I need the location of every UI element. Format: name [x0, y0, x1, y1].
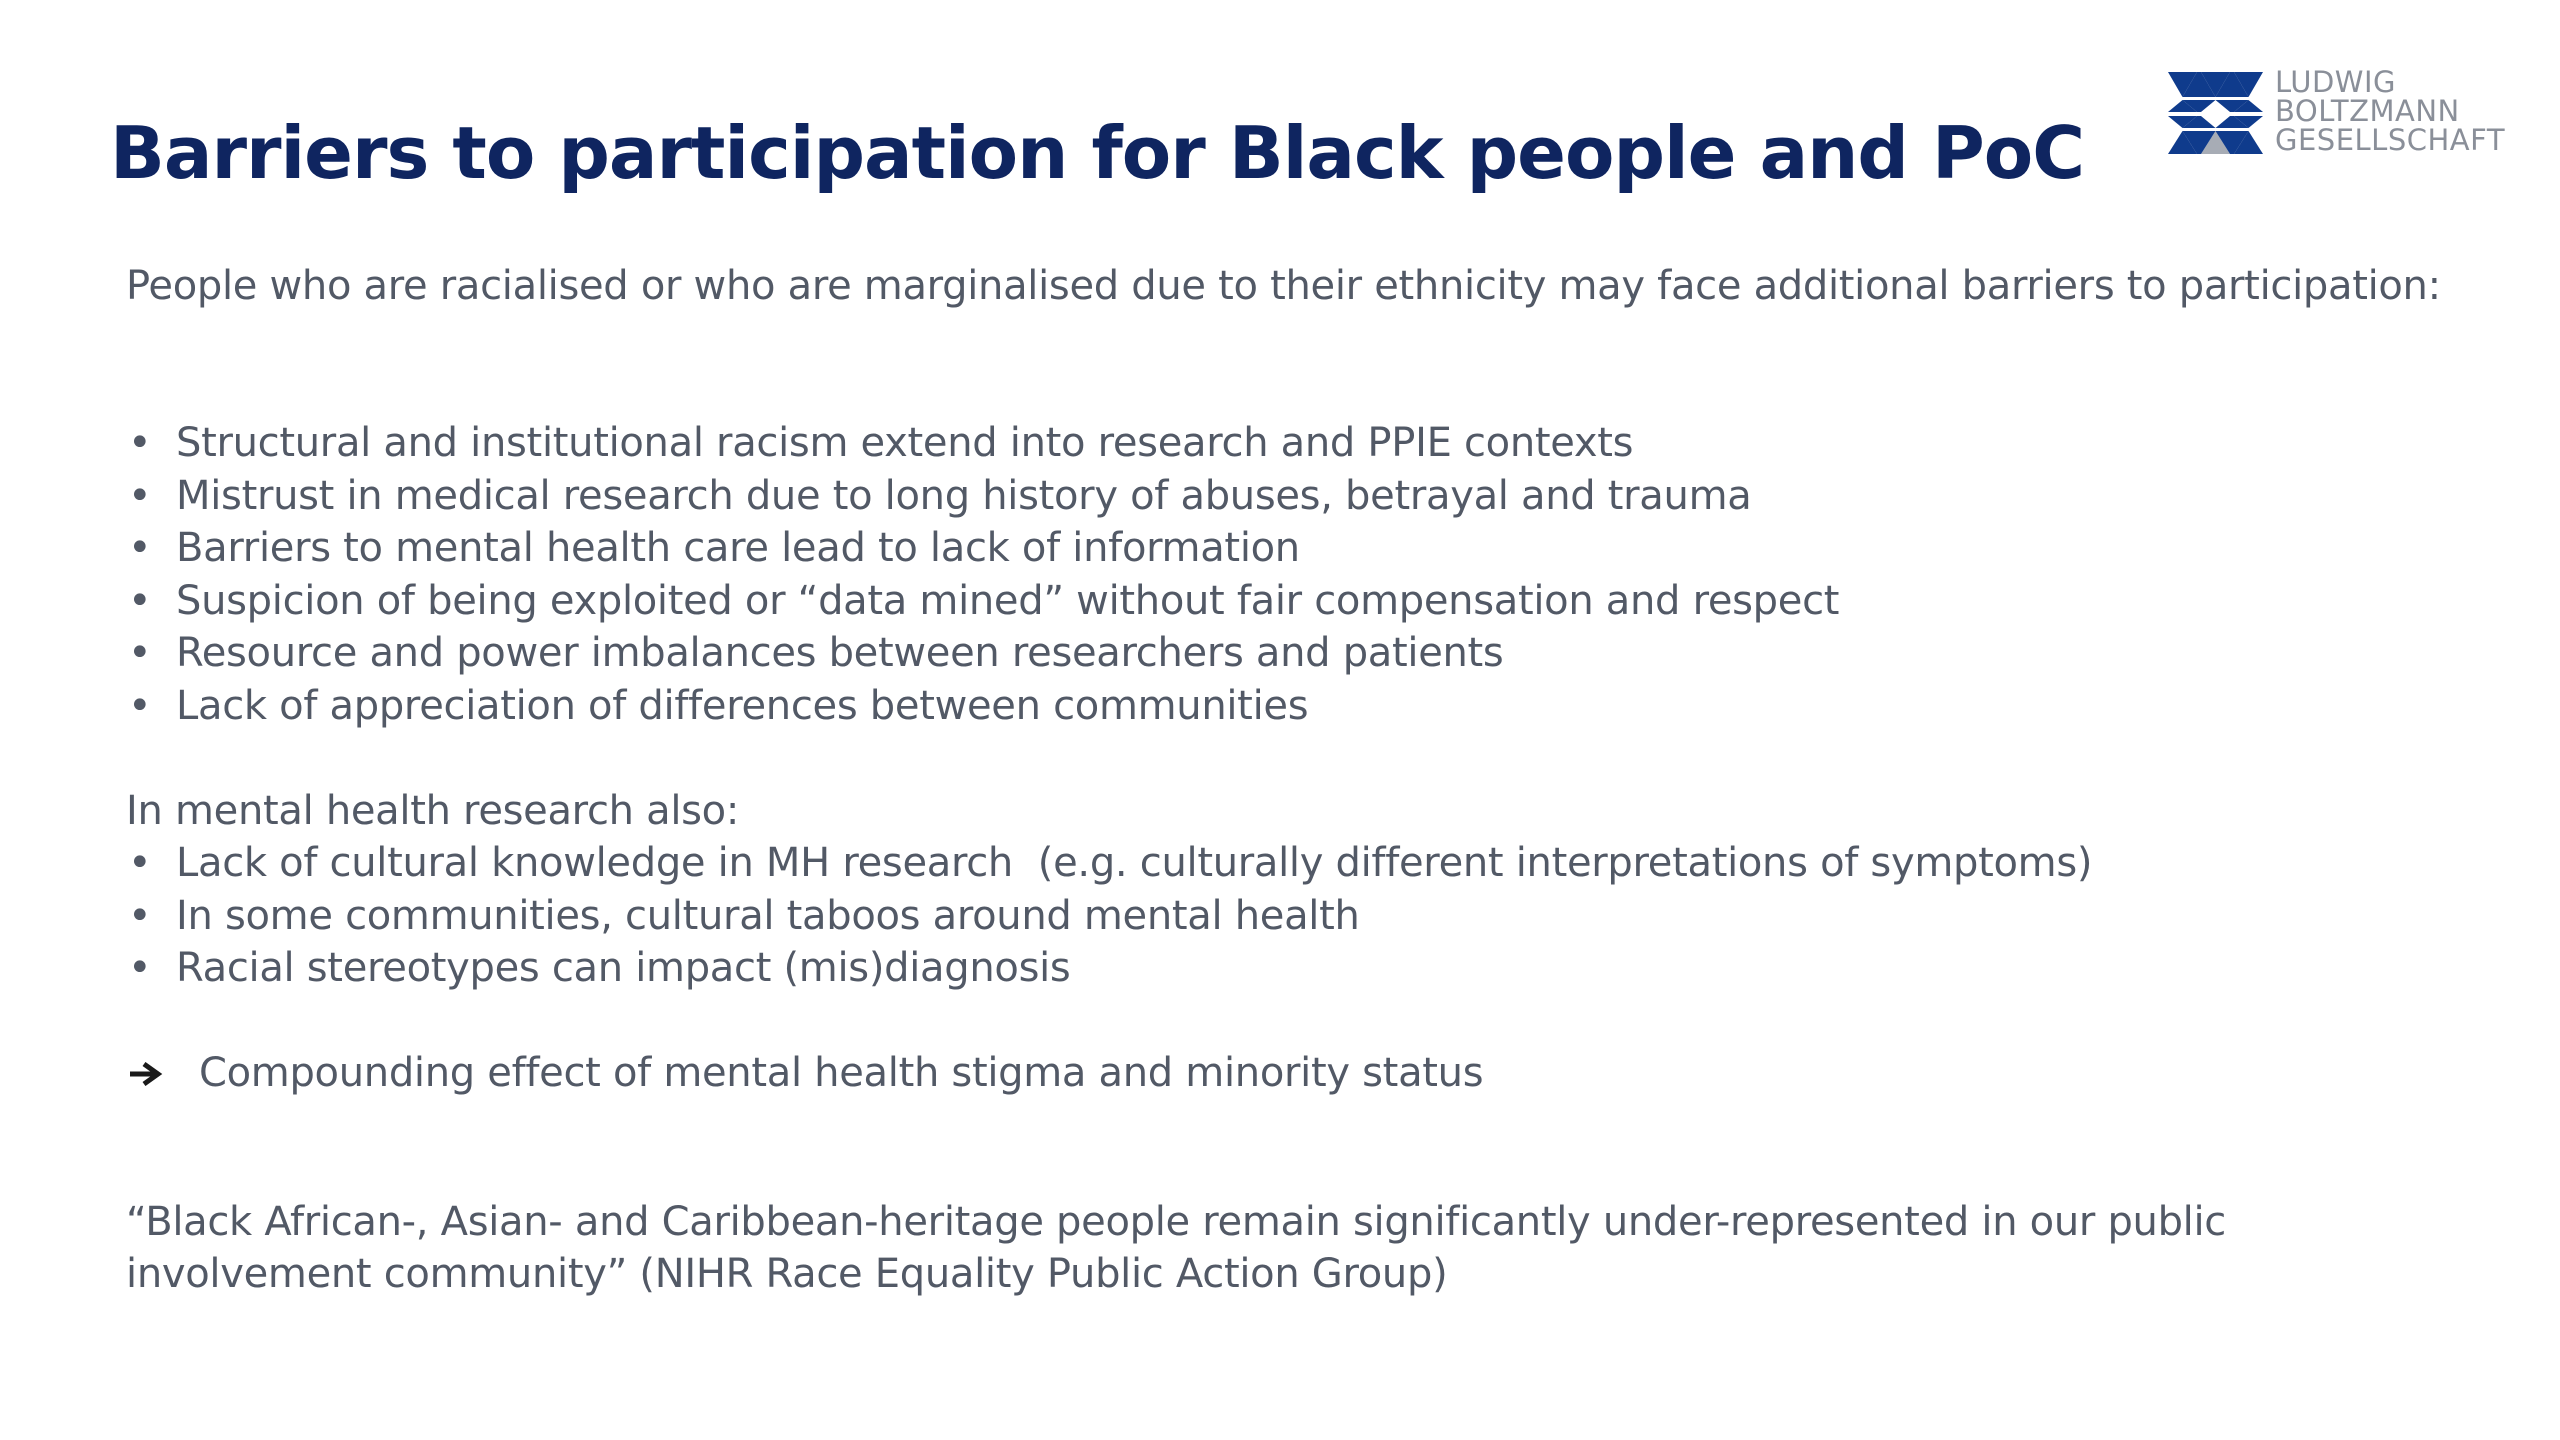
list-item-text: Mistrust in medical research due to long history of abuses, betrayal and trauma [176, 472, 1752, 519]
list-item-text: Lack of cultural knowledge in MH research (e.g. culturally different interpretations of symptoms) [176, 840, 2093, 886]
bullet-icon: • [128, 472, 152, 519]
logo-wordmark [2275, 65, 2506, 157]
list-item-text: Racial stereotypes can impact (mis)diagnosis [176, 945, 1071, 991]
bullet-icon: • [128, 945, 152, 991]
intro-text: People who are racialised or who are marginalised due to their ethnicity may face additional barriers to participation: [126, 263, 2441, 309]
logo-line: LUDWIG [2275, 65, 2396, 99]
quote-line: “Black African-, Asian- and Caribbean-heritage people remain significantly under-represented in our public [126, 1198, 2226, 1245]
slide-title: Barriers to participation for Black people and PoC [110, 111, 2085, 195]
conclusion-text: Compounding effect of mental health stigma and minority status [199, 1050, 1484, 1096]
logo-line: BOLTZMANN [2275, 94, 2460, 128]
barriers-list [126, 417, 2466, 732]
bullet-icon: • [128, 420, 152, 466]
list-item [126, 417, 2466, 470]
bullet-icon: • [128, 682, 152, 729]
bullet-icon: • [128, 525, 152, 571]
bullet-icon: • [128, 630, 152, 676]
list-item-text: In some communities, cultural taboos around mental health [176, 892, 1360, 939]
conclusion [126, 1047, 2466, 1100]
list-item-text: Barriers to mental health care lead to lack of information [176, 525, 1300, 571]
list-item [126, 837, 2466, 890]
list-item [126, 942, 2466, 995]
bullet-icon: • [128, 892, 152, 939]
list-item [126, 890, 2466, 943]
list-item [126, 522, 2466, 575]
logo-line: GESELLSCHAFT [2275, 123, 2506, 157]
organization-logo [2168, 65, 2508, 158]
logo-mark-icon [2168, 70, 2264, 154]
mh-barriers-list [126, 837, 2466, 995]
list-item [126, 470, 2466, 523]
list-item-text: Structural and institutional racism extend into research and PPIE contexts [176, 420, 1634, 466]
bullet-icon: • [128, 577, 152, 624]
quote-line: involvement community” (NIHR Race Equality Public Action Group) [126, 1251, 1448, 1297]
list-item-text: Lack of appreciation of differences between communities [176, 682, 1309, 729]
list-item [126, 627, 2466, 680]
bullet-icon: • [128, 840, 152, 886]
right-arrow-icon [128, 1062, 164, 1086]
list-item-text: Resource and power imbalances between researchers and patients [176, 630, 1504, 676]
list-item [126, 680, 2466, 733]
mh-heading: In mental health research also: [126, 787, 740, 834]
slide-body [126, 260, 2466, 1301]
quote [126, 1196, 2466, 1301]
list-item-text: Suspicion of being exploited or “data mined” without fair compensation and respect [176, 577, 1840, 624]
list-item [126, 575, 2466, 628]
